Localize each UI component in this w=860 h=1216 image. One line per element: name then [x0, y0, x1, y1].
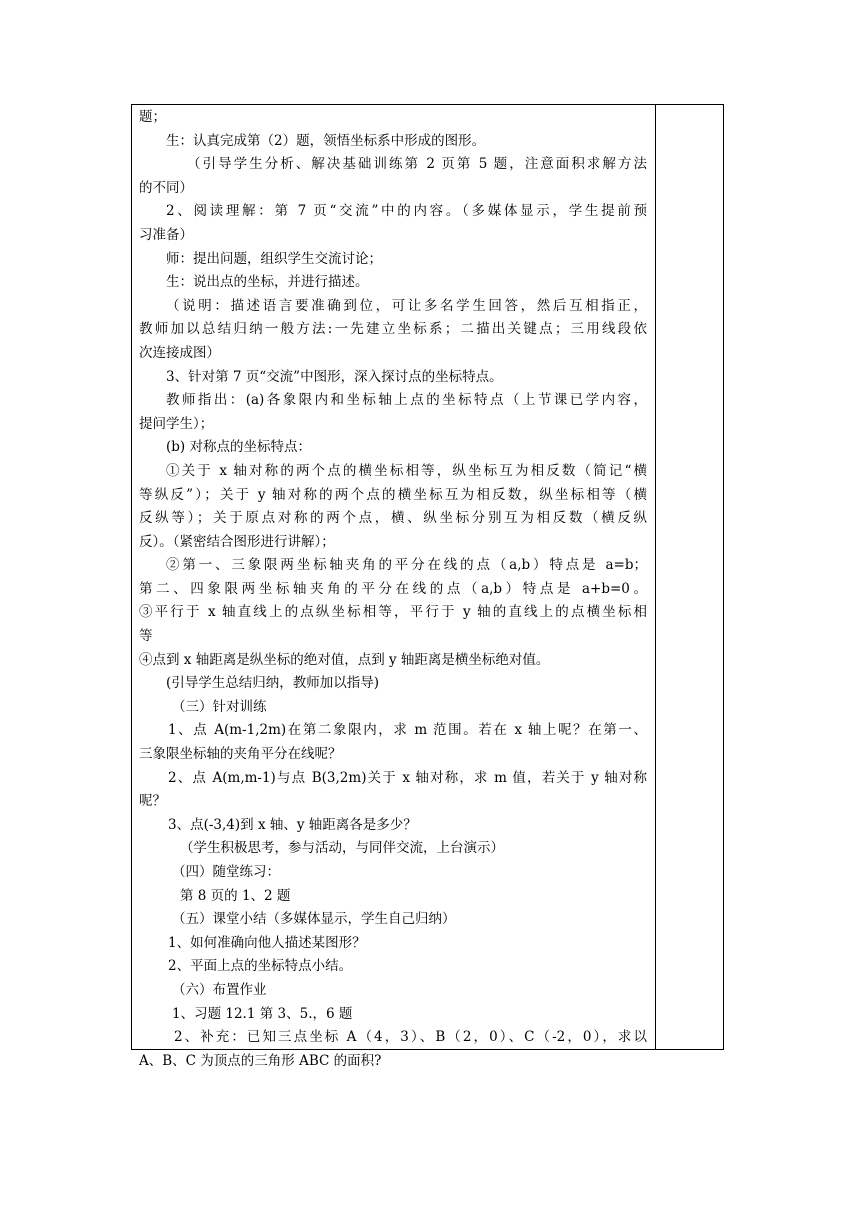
table-column-divider	[655, 104, 656, 1050]
text-line: (引导学生总结归纳，教师加以指导)	[166, 675, 380, 692]
text-line: 等纵反”）；关于 y 轴对称的两个点的横坐标互为相反数，纵坐标相等（横	[139, 486, 647, 503]
text-line: 2、点 A(m,m-1)与点 B(3,2m)关于 x 轴对称，求 m 值，若关于 y 轴对称	[168, 769, 647, 786]
text-line: 第 8 页的 1、2 题	[180, 887, 291, 904]
text-line: 3、点(-3,4)到 x 轴、y 轴距离各是多少？	[168, 816, 417, 833]
text-line: 教师指出：(a)各象限内和坐标轴上点的坐标特点（上节课已学内容，	[166, 392, 647, 409]
text-line: 次连接成图）	[139, 344, 220, 361]
text-line: 三象限坐标轴的夹角平分在线呢？	[139, 746, 342, 763]
text-line: 2、补充：已知三点坐标 A（4，3）、B（2，0）、C（-2，0），求以	[174, 1029, 647, 1046]
text-line: 教师加以总结归纳一般方法:一先建立坐标系；二描出关键点；三用线段依	[139, 321, 647, 338]
text-line: 2、阅读理解：第 7 页“交流”中的内容。（多媒体显示，学生提前预	[166, 203, 647, 220]
text-line: ①关于 x 轴对称的两个点的横坐标相等，纵坐标互为相反数（简记“横	[166, 462, 647, 479]
text-line: 1、点 A(m-1,2m)在第二象限内，求 m 范围。若在 x 轴上呢？在第一、	[168, 722, 647, 739]
lesson-content	[139, 106, 647, 1073]
text-line: ④点到 x 轴距离是纵坐标的绝对值，点到 y 轴距离是横坐标绝对值。	[139, 651, 550, 668]
text-line: 反）。（紧密结合图形进行讲解）；	[139, 533, 335, 550]
text-line: 1、习题 12.1 第 3、5.，6 题	[172, 1005, 353, 1022]
text-line: 1、如何准确向他人描述某图形？	[168, 934, 366, 951]
text-line: 第二、四象限两坐标轴夹角的平分在线的点（a,b）特点是 a+b=0。	[139, 580, 647, 597]
text-line: （学生积极思考，参与活动，与同伴交流，上台演示）	[180, 840, 504, 857]
text-line: （三）针对训练	[172, 698, 267, 715]
text-line: 3、针对第 7 页“交流”中图形，深入探讨点的坐标特点。	[166, 368, 503, 385]
text-line: 反纵等）；关于原点对称的两个点，横、纵坐标分别互为相反数（横反纵	[139, 510, 647, 527]
text-line: （六）布置作业	[172, 981, 267, 998]
text-line: 题；	[139, 109, 166, 125]
text-line: 提问学生）；	[139, 415, 214, 432]
text-line: 习准备）	[139, 226, 193, 243]
text-line: 2、平面上点的坐标特点小结。	[168, 958, 353, 975]
text-line: 师：提出问题，组织学生交流讨论；	[166, 250, 382, 267]
text-line: 生：认真完成第（2）题，领悟坐标系中形成的图形。	[166, 132, 486, 149]
text-line: 的不同）	[139, 179, 193, 196]
text-line: （引导学生分析、解决基础训练第 2 页第 5 题，注意面积求解方法	[187, 156, 647, 173]
text-line: (b) 对称点的坐标特点：	[166, 439, 311, 456]
text-line: （说明：描述语言要准确到位，可让多名学生回答，然后互相指正，	[166, 297, 647, 314]
text-line: 生：说出点的坐标，并进行描述。	[166, 274, 369, 291]
text-line: （四）随堂练习：	[172, 864, 280, 880]
text-line: （五）课堂小结（多媒体显示，学生自己归纳）	[172, 911, 456, 928]
text-line: ③平行于 x 轴直线上的点纵坐标相等，平行于 y 轴的直线上的点横坐标相	[139, 604, 647, 621]
text-line: 呢？	[139, 793, 166, 810]
text-line: 等	[139, 628, 153, 645]
text-line: ②第一、三象限两坐标轴夹角的平分在线的点（a,b）特点是 a=b；	[166, 557, 647, 574]
text-line: A、B、C 为顶点的三角形 ABC 的面积?	[139, 1052, 382, 1069]
